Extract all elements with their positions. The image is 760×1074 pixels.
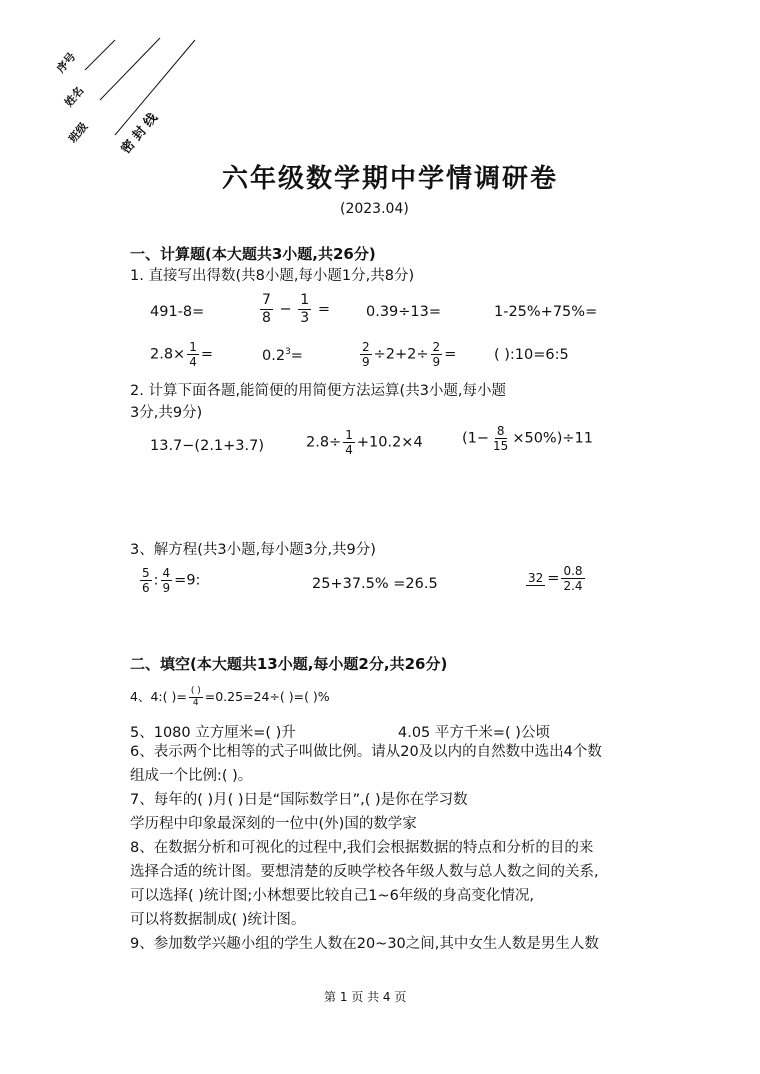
q4: 4、4:( )= $\frac{( )}{4}$ =0.25=24÷( )=( )% <box>130 686 330 708</box>
q3-item-a: $\frac{5}{6}$ : $\frac{4}{9}$ =9: <box>142 566 201 595</box>
q5-a: 5、1080 立方厘米=( )升 <box>130 725 296 741</box>
q7-line2: 学历程中印象最深刻的一位中(外)国的数学家 <box>130 816 417 832</box>
section2-heading: 二、填空(本大题共13小题,每小题2分,共26分) <box>130 655 448 673</box>
q1-item-b: $\frac{7}{8}$ − $\frac{1}{3}$ = <box>262 292 330 326</box>
q1-text: 1. 直接写出得数(共8小题,每小题1分,共8分) <box>130 268 415 284</box>
q8-line1: 8、在数据分析和可视化的过程中,我们会根据数据的特点和分析的目的来 <box>130 840 594 856</box>
q1-item-h: ( ):10=6:5 <box>494 347 569 363</box>
q7-line1: 7、每年的( )月( )日是“国际数学日”,( )是你在学习数 <box>130 792 468 808</box>
q8-line4: 可以将数据制成( )统计图。 <box>130 912 306 928</box>
q2-text-line1: 2. 计算下面各题,能简便的用简便方法运算(共3小题,每小题 <box>130 383 507 399</box>
exam-date: (2023.04) <box>340 201 409 217</box>
q9-line1: 9、参加数学兴趣小组的学生人数在20~30之间,其中女生人数是男生人数 <box>130 936 599 952</box>
q1-item-e: 2.8× $\frac{1}{4}$ = <box>150 340 214 369</box>
q1-item-d: 1-25%+75%= <box>494 304 598 320</box>
q6-line2: 组成一个比例:( )。 <box>130 768 253 784</box>
binding-margin <box>55 30 215 160</box>
q3-text: 3、解方程(共3小题,每小题3分,共9分) <box>130 542 376 558</box>
name-label: 姓名 <box>62 84 87 110</box>
q2-item-b: 2.8÷ $\frac{1}{4}$ +10.2×4 <box>306 428 423 457</box>
q5-b: 4.05 平方千米=( )公顷 <box>398 725 550 741</box>
q1-item-f: $0.2^3=$ <box>262 347 303 364</box>
q2-text-line2: 3分,共9分) <box>130 405 203 421</box>
q3-item-c: 32 = $\frac{0.8}{2.4}$ <box>528 564 583 593</box>
page-number: 第 1 页 共 4 页 <box>324 990 407 1004</box>
q6-line1: 6、表示两个比相等的式子叫做比例。请从20及以内的自然数中选出4个数 <box>130 744 602 760</box>
q2-item-c: (1− $\frac{8}{15}$ ×50%)÷11 <box>462 424 593 453</box>
q1-item-a: 491-8= <box>150 304 205 320</box>
class-label: 班级 <box>66 120 91 146</box>
q2-item-a: 13.7−(2.1+3.7) <box>150 438 265 454</box>
q8-line2: 选择合适的统计图。要想清楚的反映学校各年级人数与总人数之间的关系, <box>130 864 599 880</box>
q1-item-c: 0.39÷13= <box>366 304 442 320</box>
page-title: 六年级数学期中学情调研卷 <box>222 164 559 194</box>
q8-line3: 可以选择( )统计图;小林想要比较自己1~6年级的身高变化情况, <box>130 888 535 904</box>
q1-item-g: $\frac{2}{9}$ ÷2+2÷ $\frac{2}{9}$ = <box>362 340 457 369</box>
seat-label: 序号 <box>54 50 79 76</box>
section1-heading: 一、计算题(本大题共3小题,共26分) <box>130 245 376 263</box>
q3-item-b: 25+37.5% =26.5 <box>312 576 438 592</box>
seal-text: 密 封 线 <box>118 110 161 157</box>
